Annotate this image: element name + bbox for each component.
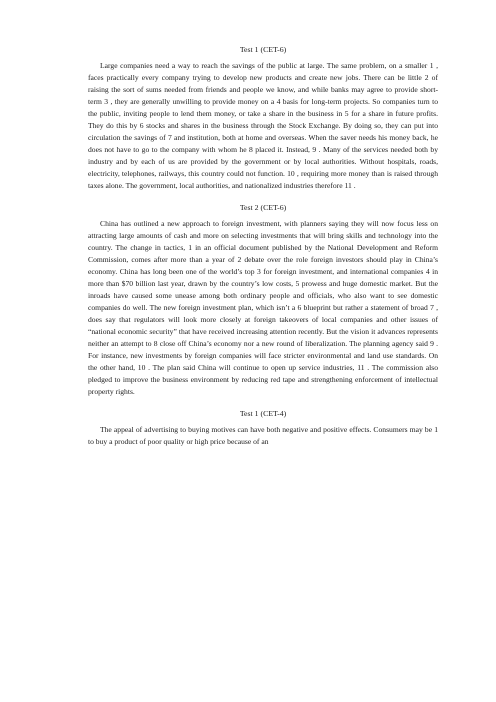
section-test2-cet6 bbox=[88, 202, 438, 398]
section-title: Test 2 (CET-6) bbox=[239, 203, 287, 212]
section-test1-cet4 bbox=[88, 408, 438, 448]
section-title: Test 1 (CET-6) bbox=[239, 45, 287, 54]
section-paragraph: Large companies need a way to reach the savings of the public at large. The same problem, on a smaller 1 , faces practically every company trying to develop new products and create new jobs. There can be little 2 of raising the sort of sums needed from friends and people we know, and while banks may agree to provide short-term 3 , they are generally unwilling to provide money on a 4 basis for long-term projects. So companies turn to the public, inviting people to lend them money, or take a share in the business in 5 for a share in future profits. They do this by 6 stocks and shares in the business through the Stock Exchange. By doing so, they can put into circulation the savings of 7 and institution, both at home and overseas. When the saver needs his money back, he does not have to go to the company with whom he 8 placed it. Instead, 9 . Many of the services needed both by industry and by each of us are provided by the government or by local authorities. Without hospitals, roads, electricity, telephones, railways, this country could not function. 10 , requiring more money than is raised through taxes alone. The government, local authorities, and nationalized industries therefore 11 . bbox=[88, 61, 438, 190]
section-test1-cet6 bbox=[88, 44, 438, 192]
section-paragraph: China has outlined a new approach to foreign investment, with planners saying they will now focus less on attracting large amounts of cash and more on selecting investments that will bring skills and technology into the country. The change in tactics, 1 in an official document published by the National Development and Reform Commission, comes after more than a year of 2 debate over the role foreign investors should play in China’s economy. China has long been one of the world’s top 3 for foreign investment, and international companies 4 in more than $70 billion last year, drawn by the country’s low costs, 5 prowess and huge domestic market. But the inroads have caused some unease among both ordinary people and officials, who also want to see domestic companies do well. The new foreign investment plan, which isn’t a 6 blueprint but rather a statement of broad 7 , does say that regulators will look more closely at foreign takeovers of local companies and other issues of “national economic security” that have received increasing attention recently. But the vision it advances represents neither an attempt to 8 close off China’s economy nor a new round of liberalization. The planning agency said 9 . For instance, new investments by foreign companies will face stricter environmental and land use standards. On the other hand, 10 . The plan said China will continue to open up service industries, 11 . The commission also pledged to improve the business environment by reducing red tape and strengthening enforcement of intellectual property rights. bbox=[88, 219, 438, 396]
section-title: Test 1 (CET-4) bbox=[239, 409, 287, 418]
section-paragraph: The appeal of advertising to buying motives can have both negative and positive effects. Consumers may be 1 to buy a product of poor quality or high price because of an bbox=[88, 425, 438, 446]
